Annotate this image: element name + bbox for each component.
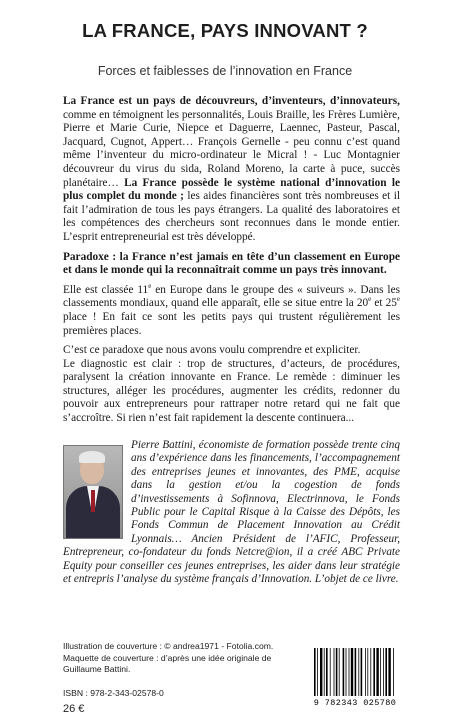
barcode-bar <box>388 648 390 696</box>
barcode-bar <box>317 648 318 696</box>
ranking-text-c: et 25 <box>371 297 397 310</box>
paragraph-paradox: Paradoxe : la France n’est jamais en tête d’un classement en Europe et dans le monde qui la reconnaîtrait comme un pays très innovant. <box>63 250 400 277</box>
barcode-bar <box>358 648 359 696</box>
barcode-bar <box>393 648 394 696</box>
intro-text-2: les aides financières sont très nombreuses et il fait l’admiration de tous les pays étrangers. La qualité des laboratoires et les compétences des chercheurs sont reconnues dans le monde entier. L’esprit entrepreneurial est très développé. <box>63 190 400 243</box>
credit-layout: Maquette de couverture : d’après une idée originale de <box>63 652 272 663</box>
paragraph-purpose: C’est ce paradoxe que nous avons voulu comprendre et expliciter. <box>63 344 361 357</box>
barcode-bar <box>346 648 347 696</box>
barcode-bar <box>343 648 345 696</box>
intro-text: comme en témoignent les personnalités, Louis Braille, les Frères Lumière, Pierre et Marie Curie, Niepce et Daguerre, Laennec, Pasteur, Pascal, Jacquard, Cugnot, Appert… François Gernelle - peu connu c’est quand même l’inventeur du micro-ordinateur le Micral ! - Luc Montagnier découvreur du virus du sida, Roland Moreno, la carte à puce, succès planétaire… <box>63 108 400 189</box>
intro-bold: La France est un pays de découvreurs, d’inventeurs, d’innovateurs, <box>63 95 400 107</box>
ranking-text-d: place ! En fait ce sont les petits pays qui trustent régulièrement les premières places. <box>63 310 400 337</box>
barcode-bar <box>385 648 387 696</box>
paragraph-diagnosis: Le diagnostic est clair : trop de structures, d’acteurs, de procédures, paralysent la création innovante en France. Le remède : diminuer les structures, alléger les procédures, augmenter les crédits, redonner du pouvoir aux entrepreneurs pour rattraper notre retard qui ne fait que s’accroître. Si rien n’est fait rapidement la descente continuera... <box>63 357 400 425</box>
barcode-bar <box>324 648 325 696</box>
ranking-text-a: Elle est classée 11 <box>63 283 149 296</box>
book-subtitle: Forces et faiblesses de l’innovation en France <box>97 64 353 78</box>
barcode-bar <box>370 648 371 696</box>
ranking-sup-2: e <box>368 295 372 304</box>
credit-illustration: Illustration de couverture : © andrea1971 - Fotolia.com. <box>63 641 274 651</box>
barcode-bar <box>383 648 384 696</box>
credit-layout-author: Guillaume Battini. <box>63 664 131 674</box>
barcode-bar <box>339 648 340 696</box>
barcode-bar <box>314 648 316 696</box>
isbn: ISBN : 978-2-343-02578-0 <box>63 688 164 698</box>
barcode-bar <box>336 648 338 696</box>
ranking-sup-3: e <box>396 295 400 304</box>
barcode-bar <box>380 648 381 696</box>
barcode-digits: 9 782343 025780 <box>313 698 397 708</box>
barcode-bar <box>367 648 368 696</box>
ranking-text-b: en Europe dans le groupe des « suiveurs ». Dans les classements mondiaux, quand elle apparaît, elle se situe entre la 20 <box>63 283 400 310</box>
barcode-bar <box>376 648 378 696</box>
barcode-bar <box>361 648 363 696</box>
author-name: Pierre Battini <box>131 439 193 451</box>
ranking-sup-1: e <box>148 281 152 290</box>
author-bio <box>63 439 400 586</box>
paragraph-intro <box>63 95 400 245</box>
description-text <box>63 95 400 426</box>
author-bio-text: , économiste de formation possède trente cinq ans d’expérience dans les financements, l’accompagnement des entreprises jeunes et innovantes, des PME, acquise dans la gestion et/ou la cogestion de fonds d’investissements à Sofinnova, Electrinnova, le Fonds Public pour le Capital Risque à la Caisse des Dépôts, les Fonds Commun de Placement Innovation au Crédit Lyonnais… Ancien Président de l’AFIC, Professeur, Entrepreneur, co-fondateur du fonds Netcre@ion, il a créé ABC Private Equity pour conseiller ces jeunes entreprises, les aider dans leur stratégie et entrepris l’analyse du système français d’Innovation. L’objet de ce livre. <box>63 439 400 586</box>
barcode-bar <box>351 648 353 696</box>
book-title: LA FRANCE, PAYS INNOVANT ? <box>82 20 368 41</box>
barcode-bars <box>310 646 400 698</box>
barcode-bar <box>373 648 375 696</box>
author-photo <box>63 445 123 539</box>
barcode-bar <box>349 648 350 696</box>
paragraph-ranking <box>63 281 400 338</box>
barcode-bar <box>320 648 322 696</box>
barcode-bar <box>334 648 335 696</box>
barcode-bar <box>355 648 357 696</box>
barcode <box>310 646 400 710</box>
barcode-bar <box>330 648 331 696</box>
intro-bold-2: La France possède le système national d’innovation le plus complet du monde ; <box>63 176 401 203</box>
barcode-bar <box>365 648 366 696</box>
cover-credits <box>63 641 273 676</box>
price: 26 € <box>63 703 85 713</box>
barcode-bar <box>326 648 328 696</box>
